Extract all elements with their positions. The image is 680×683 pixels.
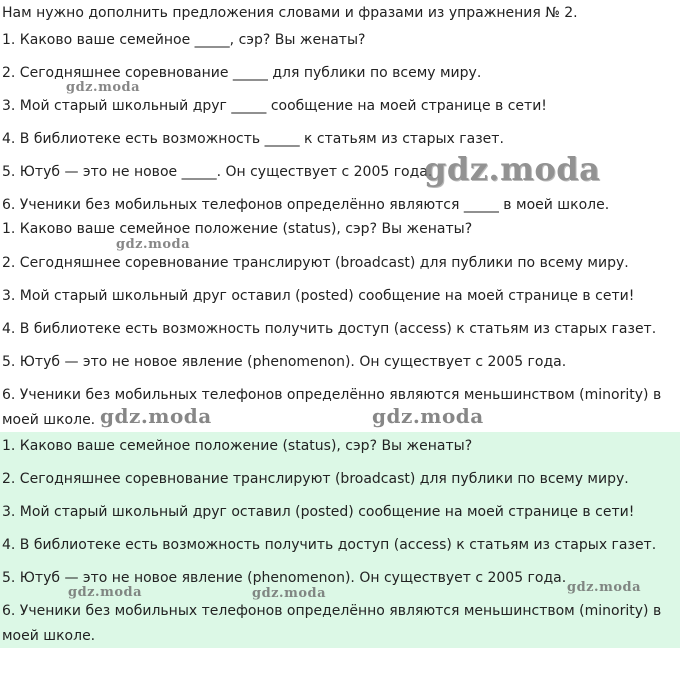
- exercise-sentence-1: 1. Каково ваше семейное _____, сэр? Вы женаты?: [2, 32, 366, 48]
- answer-sentence-2: 2. Сегодняшнее соревнование транслируют (broadcast) для публики по всему миру.: [2, 255, 629, 271]
- watermark: gdz.moda: [100, 404, 212, 428]
- watermark: gdz.moda: [68, 585, 143, 600]
- answer-sentence-3: 3. Мой старый школьный друг оставил (posted) сообщение на моей странице в сети!: [2, 288, 635, 304]
- answer-sentence-1: 1. Каково ваше семейное положение (status), сэр? Вы женаты?: [2, 221, 473, 237]
- highlighted-answer-2: 2. Сегодняшнее соревнование транслируют (broadcast) для публики по всему миру.: [2, 471, 629, 487]
- answer-sentence-4: 4. В библиотеке есть возможность получить доступ (access) к статьям из старых газет.: [2, 321, 657, 337]
- highlighted-answer-4: 4. В библиотеке есть возможность получить доступ (access) к статьям из старых газет.: [2, 537, 657, 553]
- watermark: gdz.moda: [252, 586, 327, 601]
- highlighted-answer-1: 1. Каково ваше семейное положение (status), сэр? Вы женаты?: [2, 438, 473, 454]
- highlighted-answer-5: 5. Ютуб — это не новое явление (phenomenon). Он существует с 2005 года.: [2, 570, 567, 586]
- answer-sentence-6: 6. Ученики без мобильных телефонов определённо являются меньшинством (minority) в: [2, 387, 662, 403]
- exercise-sentence-2: 2. Сегодняшнее соревнование _____ для публики по всему миру.: [2, 65, 482, 81]
- watermark: gdz.moda: [567, 580, 642, 595]
- exercise-sentence-5: 5. Ютуб — это не новое _____. Он существует с 2005 года.: [2, 164, 433, 180]
- highlighted-answer-6-continued: моей школе.: [2, 628, 96, 644]
- watermark: gdz.moda: [66, 80, 141, 95]
- watermark: gdz.moda: [116, 237, 191, 252]
- exercise-sentence-4: 4. В библиотеке есть возможность _____ к статьям из старых газет.: [2, 131, 504, 147]
- highlighted-answer-3: 3. Мой старый школьный друг оставил (posted) сообщение на моей странице в сети!: [2, 504, 635, 520]
- answer-sentence-6-continued: моей школе.: [2, 412, 96, 428]
- exercise-sentence-3: 3. Мой старый школьный друг _____ сообщение на моей странице в сети!: [2, 98, 547, 114]
- watermark: gdz.moda: [424, 150, 601, 188]
- exercise-sentence-6: 6. Ученики без мобильных телефонов определённо являются _____ в моей школе.: [2, 197, 610, 213]
- answer-sentence-5: 5. Ютуб — это не новое явление (phenomenon). Он существует с 2005 года.: [2, 354, 567, 370]
- intro-text: Нам нужно дополнить предложения словами и фразами из упражнения № 2.: [2, 5, 578, 21]
- watermark: gdz.moda: [372, 404, 484, 428]
- highlighted-answer-6: 6. Ученики без мобильных телефонов определённо являются меньшинством (minority) в: [2, 603, 662, 619]
